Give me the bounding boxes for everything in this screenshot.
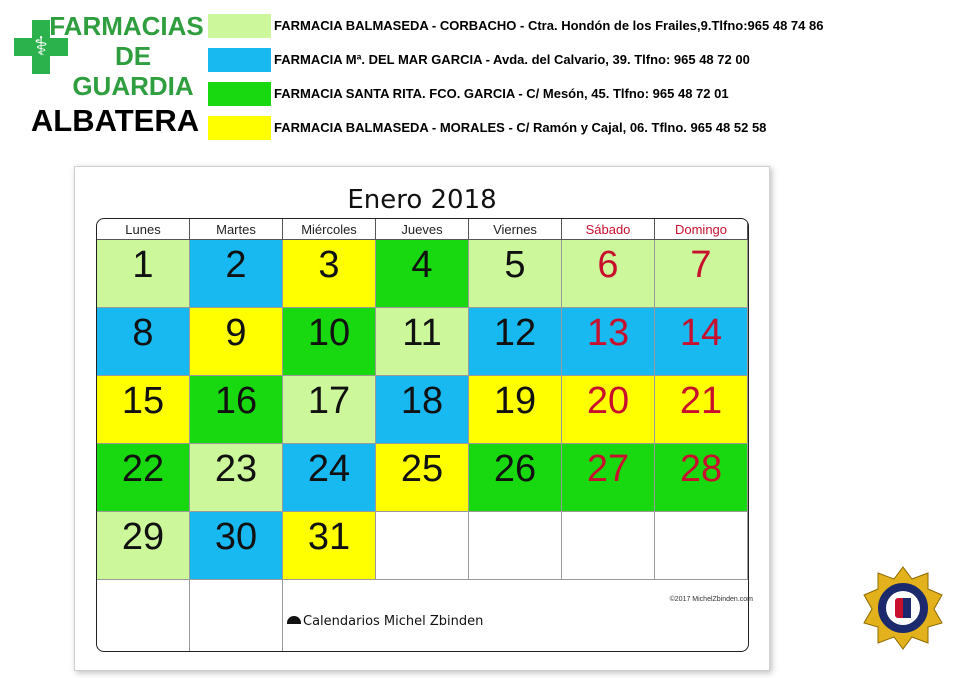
calendar-day	[469, 444, 562, 512]
legend-text: FARMACIA Mª. DEL MAR GARCIA - Avda. del Calvario, 39. Tlfno: 965 48 72 00	[274, 52, 750, 67]
calendar-day	[376, 512, 469, 580]
legend-text: FARMACIA SANTA RITA. FCO. GARCIA - C/ Mesón, 45. Tlfno: 965 48 72 01	[274, 86, 729, 101]
legend-text: FARMACIA BALMASEDA - MORALES - C/ Ramón y Cajal, 06. Tflno. 965 48 52 58	[274, 120, 767, 135]
day-number: 2	[225, 244, 247, 286]
calendar-day	[283, 240, 376, 308]
day-number: 25	[400, 448, 444, 490]
day-number: 1	[132, 244, 154, 286]
calendar-day	[283, 444, 376, 512]
day-number: 15	[121, 380, 165, 422]
calendar-day	[283, 308, 376, 376]
day-number: 17	[307, 380, 351, 422]
day-number: 3	[318, 244, 340, 286]
calendar-day	[562, 444, 655, 512]
calendar-day	[376, 376, 469, 444]
day-number: 9	[225, 312, 247, 354]
day-number: 19	[493, 380, 537, 422]
calendar-day	[97, 512, 190, 580]
notes-cell	[97, 580, 190, 651]
calendar-day	[655, 376, 748, 444]
police-badge-icon	[860, 565, 946, 651]
calendar-day	[97, 308, 190, 376]
legend-swatch	[208, 82, 271, 106]
day-number: 24	[307, 448, 351, 490]
day-number: 20	[586, 380, 630, 422]
calendar-day	[562, 240, 655, 308]
weekday-header: Sábado	[562, 219, 655, 240]
weekday-header: Domingo	[655, 219, 748, 240]
legend-swatch	[208, 14, 271, 38]
day-number: 29	[121, 516, 165, 558]
day-number: 11	[402, 312, 442, 354]
calendar-day	[190, 512, 283, 580]
day-number: 6	[597, 244, 619, 286]
calendar-day	[562, 376, 655, 444]
day-number: 22	[121, 448, 165, 490]
pharmacy-cross-icon: ⚕	[14, 20, 68, 74]
brand-logo-icon	[287, 616, 301, 624]
day-number: 12	[493, 312, 537, 354]
title-line-3: GUARDIA	[72, 71, 194, 101]
calendar-day	[283, 376, 376, 444]
day-number: 4	[411, 244, 433, 286]
calendar-day	[97, 240, 190, 308]
day-number: 7	[690, 244, 712, 286]
calendar-day	[97, 444, 190, 512]
day-number: 10	[307, 312, 351, 354]
day-number: 8	[132, 312, 154, 354]
calendar-day	[655, 308, 748, 376]
day-number: 28	[679, 448, 723, 490]
day-number: 16	[214, 380, 258, 422]
title-line-2: DE	[114, 41, 152, 71]
calendar-day	[190, 308, 283, 376]
weekday-header: Lunes	[97, 219, 190, 240]
day-number: 23	[214, 448, 258, 490]
calendar-day	[469, 308, 562, 376]
legend-swatch	[208, 48, 271, 72]
day-number: 5	[504, 244, 526, 286]
day-number: 27	[586, 448, 630, 490]
calendar-day	[190, 376, 283, 444]
weekday-header: Viernes	[469, 219, 562, 240]
day-number: 30	[214, 516, 258, 558]
calendar-brand	[287, 614, 483, 629]
calendar-day	[655, 240, 748, 308]
calendar-day	[97, 376, 190, 444]
month-title: Enero 2018	[347, 185, 497, 215]
notes-cell	[190, 580, 283, 651]
day-number: 31	[307, 516, 351, 558]
calendar-sheet	[74, 166, 770, 671]
brand-text: Calendarios Michel Zbinden	[303, 614, 484, 629]
day-number: 18	[400, 380, 444, 422]
weekday-header: Miércoles	[283, 219, 376, 240]
calendar-day	[376, 444, 469, 512]
calendar-day	[469, 240, 562, 308]
calendar-day	[469, 376, 562, 444]
calendar-day	[469, 512, 562, 580]
calendar-day	[376, 240, 469, 308]
calendar-day	[283, 512, 376, 580]
copyright-note: ©2017 MichelZbinden.com	[669, 596, 753, 603]
town-name: ALBATERA	[30, 103, 200, 138]
weekday-header: Martes	[190, 219, 283, 240]
calendar-grid	[96, 218, 749, 652]
title-line-1: FARMACIAS	[49, 11, 204, 41]
day-number: 21	[679, 380, 723, 422]
calendar-day	[562, 512, 655, 580]
legend-text: FARMACIA BALMASEDA - CORBACHO - Ctra. Hondón de los Frailes,9.Tlfno:965 48 74 86	[274, 18, 824, 33]
calendar-day	[376, 308, 469, 376]
calendar-day	[190, 444, 283, 512]
calendar-day	[655, 512, 748, 580]
day-number: 13	[586, 312, 630, 354]
legend-swatch	[208, 116, 271, 140]
day-number: 14	[679, 312, 723, 354]
calendar-day	[190, 240, 283, 308]
weekday-header: Jueves	[376, 219, 469, 240]
day-number: 26	[493, 448, 537, 490]
calendar-day	[562, 308, 655, 376]
calendar-day	[655, 444, 748, 512]
